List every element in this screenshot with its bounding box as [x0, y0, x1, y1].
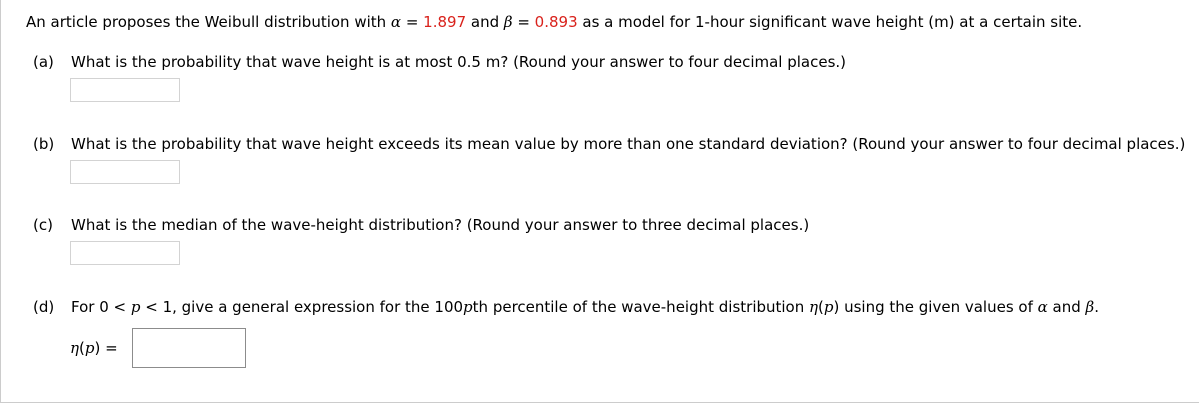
intro-suffix: as a model for 1-hour significant wave height (m) at a certain site.	[577, 13, 1083, 31]
part-d-and: and	[1047, 298, 1086, 316]
part-d-question	[33, 298, 1099, 316]
part-d-p-2: p	[463, 298, 473, 316]
answer-eta-symbol: η	[70, 339, 79, 357]
part-a-label: (a)	[33, 53, 54, 71]
part-d-label: (d)	[33, 298, 55, 316]
intro-eq-1: =	[401, 13, 424, 31]
part-b-question	[33, 135, 1185, 153]
part-d-text-2: < 1, give a general expression for the 100	[140, 298, 464, 316]
part-b-text: What is the probability that wave height exceeds its mean value by more than one standard deviation? (Round your answer to four decimal places.)	[71, 135, 1186, 153]
part-d-expression-input[interactable]	[132, 328, 246, 368]
problem-intro	[26, 13, 1082, 31]
intro-prefix: An article proposes the Weibull distribution with	[26, 13, 391, 31]
part-d-p-1: p	[130, 298, 141, 316]
part-b-answer-input[interactable]	[70, 160, 180, 184]
part-d-text-1: For 0 <	[71, 298, 131, 316]
part-c-text: What is the median of the wave-height distribution? (Round your answer to three decimal places.)	[71, 216, 810, 234]
part-d-paren-close: )	[833, 298, 840, 316]
beta-value: 0.893	[534, 13, 578, 31]
answer-paren-open: (	[79, 339, 85, 357]
answer-p-symbol: p	[84, 339, 95, 357]
part-a-answer-input[interactable]	[70, 78, 180, 102]
alpha-value: 1.897	[423, 13, 467, 31]
part-c-question	[33, 216, 809, 234]
part-b-label: (b)	[33, 135, 55, 153]
part-d-beta: β	[1085, 298, 1095, 316]
part-d-p-3: p	[823, 298, 834, 316]
part-d-alpha: α	[1037, 298, 1048, 316]
part-a-question	[33, 53, 846, 71]
beta-symbol: β	[503, 13, 513, 31]
part-c-label: (c)	[33, 216, 53, 234]
intro-and: and	[466, 13, 504, 31]
part-a-text: What is the probability that wave height is at most 0.5 m? (Round your answer to four decimal places.)	[71, 53, 847, 71]
part-d-eta: η	[809, 298, 819, 316]
part-d-paren-open: (	[818, 298, 824, 316]
answer-paren-close: )	[94, 339, 106, 357]
part-d-period: .	[1094, 298, 1099, 316]
part-d-answer-row	[70, 328, 246, 368]
alpha-symbol: α	[390, 13, 402, 31]
part-d-answer-label	[70, 339, 118, 357]
part-c-answer-input[interactable]	[70, 241, 180, 265]
intro-eq-2: =	[512, 13, 535, 31]
part-d-text-4: using the given values of	[839, 298, 1038, 316]
part-d-text-3: th percentile of the wave-height distribution	[472, 298, 810, 316]
answer-equals: =	[105, 339, 118, 357]
